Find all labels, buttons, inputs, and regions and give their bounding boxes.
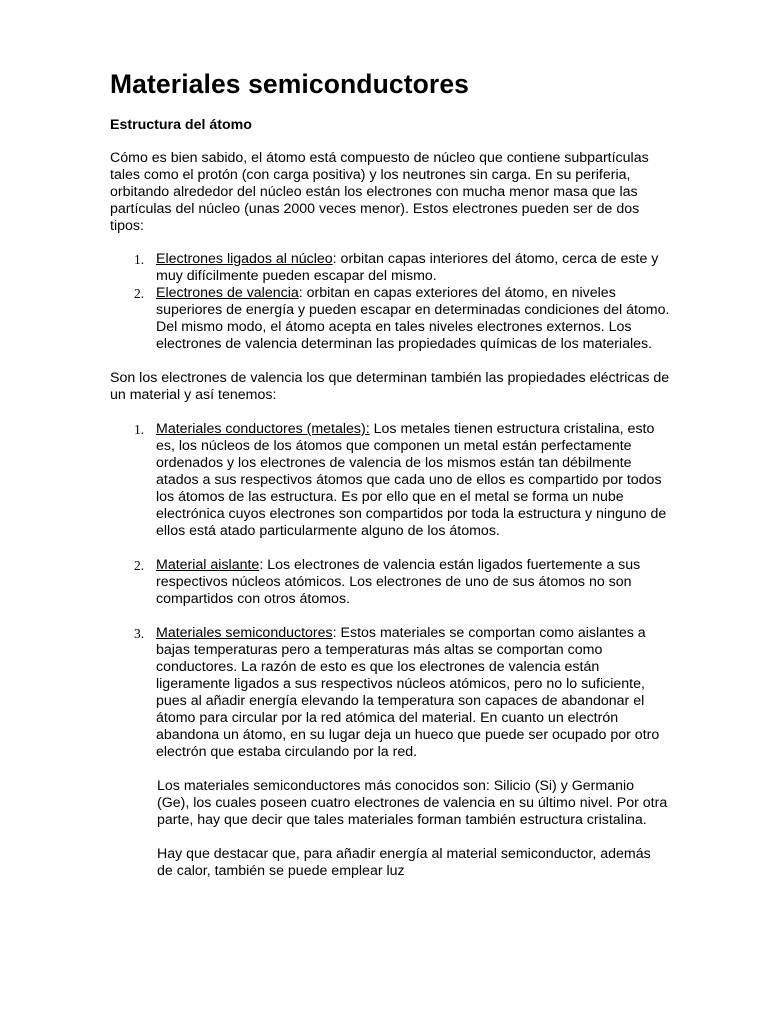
list-item-text: : Estos materiales se comportan como aislantes a bajas temperaturas pero a temperaturas más altas se comportan como conductores. La razón de esto es que los electrones de valencia están ligeramente ligados a sus respectivos núcleos atómicos, pero no lo suficiente, pues al añadir energía elevando la temperatura son capaces de abandonar el átomo para circular por la red atómica del material. En cuanto un electrón abandona un átomo, en su lugar deja un hueco que puede ser ocupado por otro electrón que estaba circulando por la red. bbox=[156, 625, 660, 760]
list-marker: 3. bbox=[134, 626, 145, 641]
list-marker: 1. bbox=[134, 252, 145, 267]
semiconductor-paragraph-energy: Hay que destacar que, para añadir energía al material semiconductor, además de calor, también se puede emplear luz bbox=[157, 846, 651, 879]
list-item-text: : Los electrones de valencia están ligados fuertemente a sus respectivos núcleos atómicos. Los electrones de uno de sus átomos no son compartidos con otros átomos. bbox=[156, 557, 641, 607]
list-item-text: : orbitan en capas exteriores del átomo, en niveles superiores de energía y pueden escapar en determinadas condiciones del átomo. Del mismo modo, el átomo acepta en tales niveles electrones externos. Los electrones de valencia determinan las propiedades químicas de los materiales. bbox=[156, 285, 670, 352]
term-electrones-ligados: Electrones ligados al núcleo bbox=[156, 251, 333, 267]
document-title: Materiales semiconductores bbox=[110, 69, 470, 99]
material-types-list bbox=[110, 421, 670, 761]
list-item bbox=[110, 625, 670, 761]
section-heading: Estructura del átomo bbox=[110, 117, 252, 133]
list-item bbox=[110, 251, 670, 285]
list-item-text: Los metales tienen estructura cristalina, esto es, los núcleos de los átomos que componen un metal están perfectamente ordenados y los electrones de valencia de los mismos están tan débilmente atados a sus respectivos átomos que cada uno de ellos es compartido por todos los átomos de las estructura. Es por ello que en el metal se forma un nube electrónica cuyos electrones son compartidos por toda la estructura y ninguno de ellos está atado particularmente alguno de los átomos. bbox=[156, 421, 667, 539]
document-page bbox=[110, 66, 670, 880]
intro-paragraph: Cómo es bien sabido, el átomo está compuesto de núcleo que contiene subpartículas tales como el protón (con carga positiva) y los neutrones sin carga. En su periferia, orbitando alrededor del núcleo están los electrones con mucha menor masa que las partículas del núcleo (unas 2000 veces menor). Estos electrones pueden ser de dos tipos: bbox=[110, 150, 649, 234]
term-material-aislante: Material aislante bbox=[156, 557, 260, 573]
term-materiales-conductores: Materiales conductores (metales): bbox=[156, 421, 370, 437]
term-electrones-valencia: Electrones de valencia bbox=[156, 285, 299, 301]
list-marker: 1. bbox=[134, 422, 145, 437]
list-item bbox=[110, 557, 670, 608]
list-item-text: : orbitan capas interiores del átomo, cerca de este y muy difícilmente pueden escapar del mismo. bbox=[156, 251, 659, 284]
list-marker: 2. bbox=[134, 286, 145, 301]
semiconductor-paragraph-known-materials: Los materiales semiconductores más conocidos son: Silicio (Si) y Germanio (Ge), los cuales poseen cuatro electrones de valencia en su último nivel. Por otra parte, hay que decir que tales materiales forman también estructura cristalina. bbox=[157, 778, 668, 828]
valence-paragraph: Son los electrones de valencia los que determinan también las propiedades eléctricas de un material y así tenemos: bbox=[110, 370, 670, 403]
term-materiales-semiconductores: Materiales semiconductores bbox=[156, 625, 333, 641]
list-item bbox=[110, 285, 670, 353]
list-item bbox=[110, 421, 670, 540]
list-marker: 2. bbox=[134, 558, 145, 573]
electron-types-list bbox=[110, 251, 670, 353]
